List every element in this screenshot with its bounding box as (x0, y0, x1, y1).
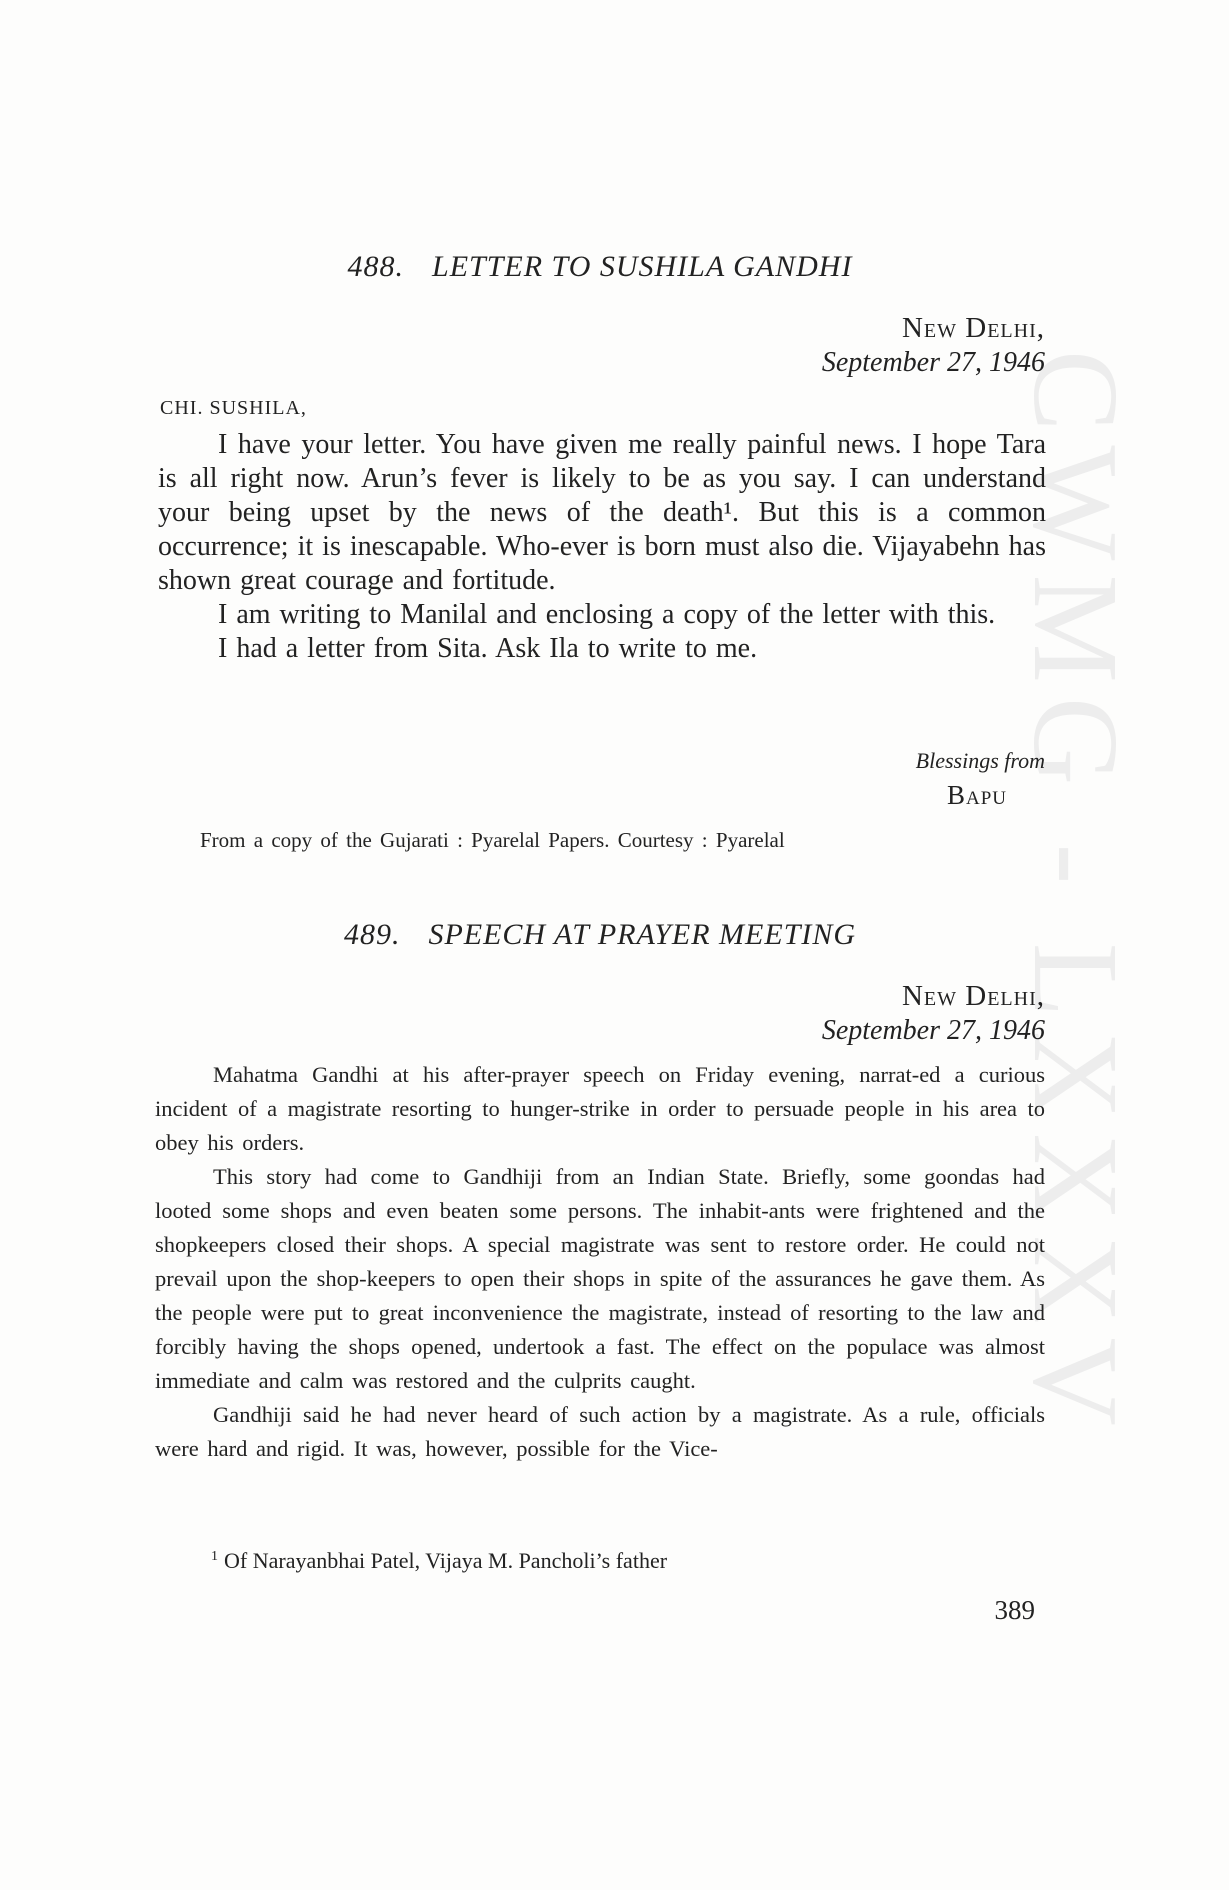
section-heading-488 (155, 250, 1045, 284)
page-number: 389 (994, 1595, 1035, 1625)
section-number: 489. (343, 918, 401, 951)
paragraph: This story had come to Gandhiji from an Indian State. Briefly, some goondas had looted some shops and even beaten some persons. The inhabit-ants were frightened and the shopkeepers closed their shops. A special magistrate was sent to restore order. He could not prevail upon the shop-keepers to open their shops in spite of the assurances he gave them. As the people were put to great inconvenience the magistrate, instead of resorting to the law and forcibly having the shops opened, undertook a fast. The effect on the populace was almost immediate and calm was restored and the culprits caught. (155, 1164, 1045, 1393)
footnote-text: Of Narayanbhai Patel, Vijaya M. Pancholi’s father (224, 1548, 668, 1573)
section-title: LETTER TO SUSHILA GANDHI (432, 250, 853, 283)
dateline-place: New Delhi, (901, 312, 1045, 344)
dateline-date: September 27, 1946 (821, 347, 1045, 378)
closing-blessing: Blessings from (915, 748, 1045, 773)
speech-body (155, 1058, 1045, 1466)
letter-body (158, 428, 1046, 666)
footnote (211, 1548, 667, 1574)
footnote-marker: 1 (211, 1548, 218, 1564)
signature: Bapu (946, 780, 1007, 810)
paragraph: I had a letter from Sita. Ask Ila to write to me. (218, 633, 758, 664)
salutation: CHI. SUSHILA, (160, 397, 307, 419)
section-title: SPEECH AT PRAYER MEETING (428, 918, 857, 951)
dateline-date: September 27, 1946 (821, 1015, 1045, 1046)
dateline-place: New Delhi, (901, 980, 1045, 1012)
source-note: From a copy of the Gujarati : Pyarelal Papers. Courtesy : Pyarelal (200, 828, 785, 852)
paragraph: Gandhiji said he had never heard of such action by a magistrate. As a rule, officials were hard and rigid. It was, however, possible for the Vice- (155, 1402, 1045, 1461)
paragraph: I am writing to Manilal and enclosing a copy of the letter with this. (218, 599, 996, 630)
watermark: CWMG - LXXXV (1008, 350, 1143, 1440)
paragraph: Mahatma Gandhi at his after-prayer speech on Friday evening, narrat-ed a curious incident of a magistrate resorting to hunger-strike in order to persuade people in his area to obey his orders. (155, 1062, 1045, 1155)
section-number: 488. (347, 250, 405, 283)
paragraph: I have your letter. You have given me really painful news. I hope Tara is all right now. Arun’s fever is likely to be as you say. I can understand your being upset by the news of the death¹. But this is a common occurrence; it is inescapable. Who-ever is born must also die. Vijayabehn has shown great courage and fortitude. (158, 429, 1046, 596)
section-heading-489 (155, 918, 1045, 952)
